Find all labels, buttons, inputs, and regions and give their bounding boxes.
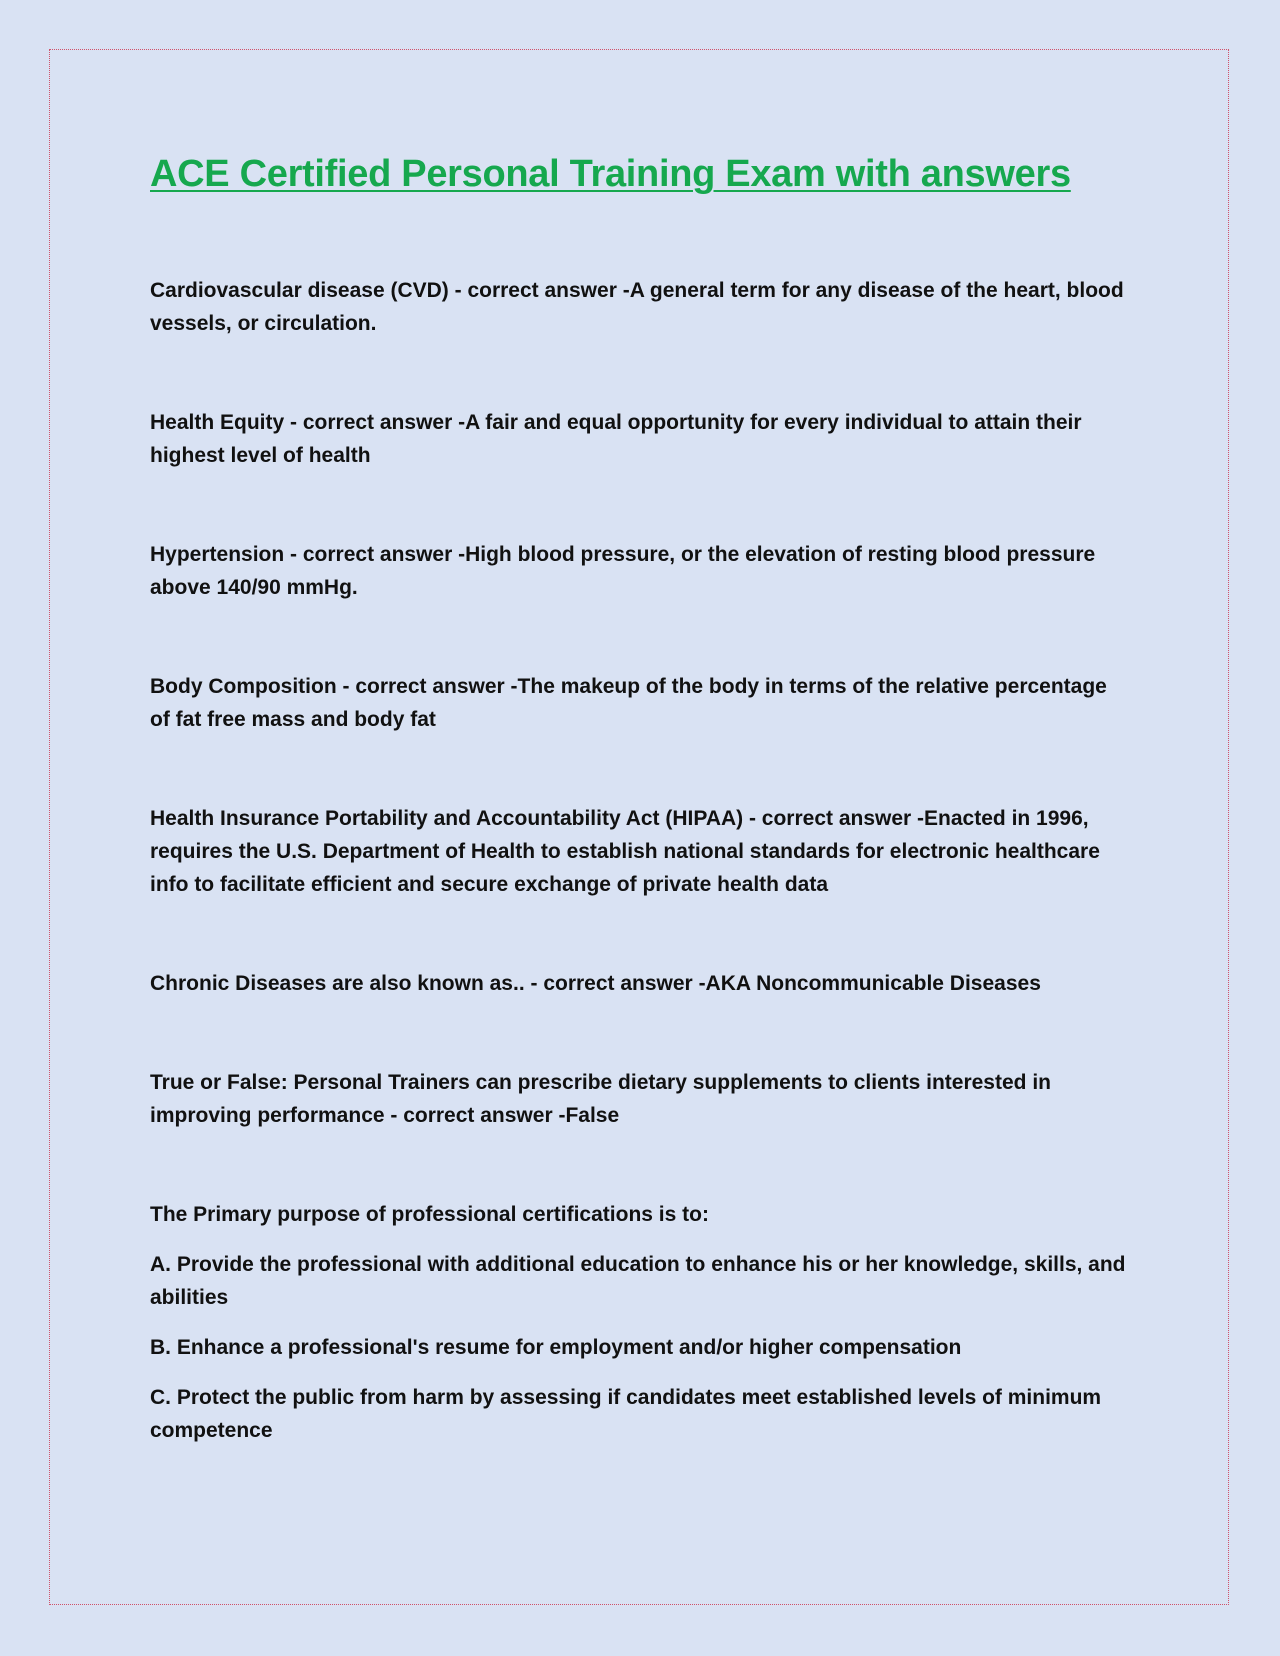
mcq-option-a: A. Provide the professional with additional education to enhance his or her knowledge, skills, and abilities	[150, 1253, 1126, 1309]
qa-item-body-composition: Body Composition - correct answer -The makeup of the body in terms of the relative percentage of fat free mass and body fat	[150, 675, 1107, 731]
mcq-question: The Primary purpose of professional certifications is to:	[150, 1203, 709, 1226]
document-title: ACE Certified Personal Training Exam with answers	[150, 153, 1071, 195]
qa-item-chronic-diseases: Chronic Diseases are also known as.. - correct answer -AKA Noncommunicable Diseases	[150, 972, 1041, 995]
mcq-option-b: B. Enhance a professional's resume for employment and/or higher compensation	[150, 1336, 962, 1359]
qa-item-cvd: Cardiovascular disease (CVD) - correct answer -A general term for any disease of the heart, blood vessels, or circulation.	[150, 279, 1124, 335]
document-content	[150, 150, 1130, 1464]
mcq-option-c: C. Protect the public from harm by assessing if candidates meet established levels of minimum competence	[150, 1386, 1102, 1442]
qa-item-health-equity: Health Equity - correct answer -A fair and equal opportunity for every individual to attain their highest level of health	[150, 411, 1082, 467]
qa-item-hypertension: Hypertension - correct answer -High blood pressure, or the elevation of resting blood pressure above 140/90 mmHg.	[150, 543, 1096, 599]
qa-item-supplements: True or False: Personal Trainers can prescribe dietary supplements to clients interested in improving performance - correct answer -False	[150, 1071, 1051, 1127]
mcq-block	[150, 1198, 1130, 1447]
qa-item-hipaa: Health Insurance Portability and Accountability Act (HIPAA) - correct answer -Enacted in 1996, requires the U.S. Department of Health to establish national standards for electronic healthcare info to facilitate efficient and secure exchange of private health data	[150, 807, 1100, 896]
qa-list	[150, 274, 1130, 1447]
